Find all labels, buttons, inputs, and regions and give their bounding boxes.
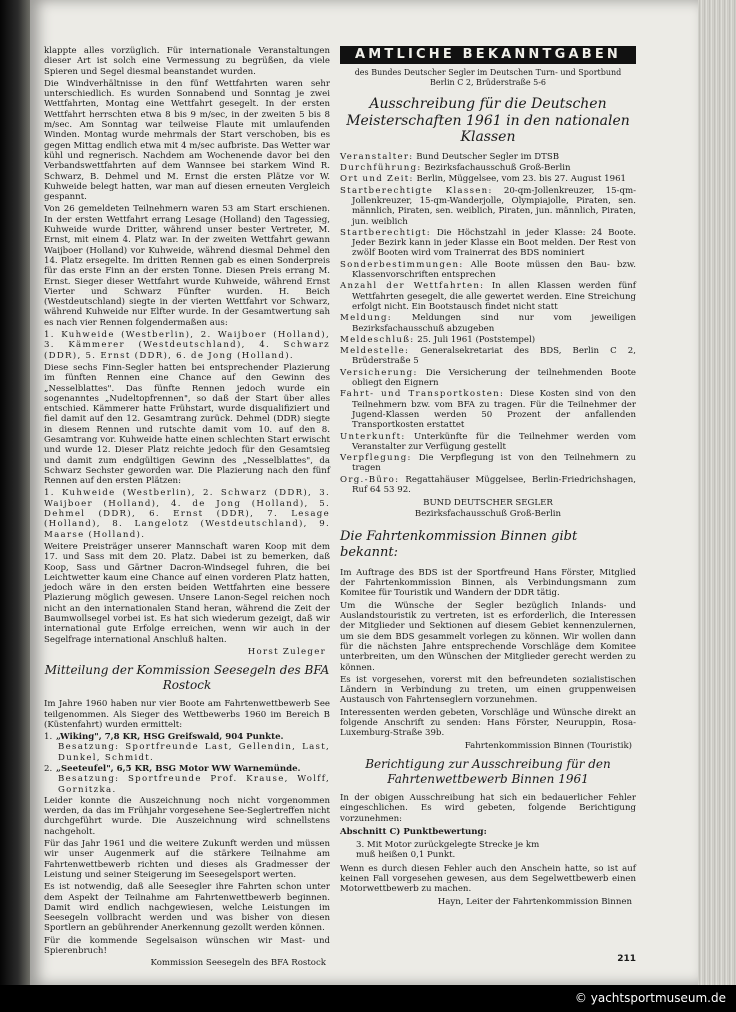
entry-key: Meldung: bbox=[340, 313, 393, 324]
list-item bbox=[340, 313, 636, 334]
final-ranking: 1. Kuhweide (Westberlin), 2. Schwarz (DDR), 3. Waijboer (Holland), 4. de Jong (Holland), 5. Dehmel (DDR), 6. Ernst (DDR), 7. Lesage (Holland), 8. Langelotz (Westdeutschland), 9. Maarse (Holland). bbox=[44, 488, 330, 540]
list-item bbox=[340, 260, 636, 281]
entry-key: Durchführung: bbox=[340, 163, 422, 174]
entry-value: Berlin, Müggelsee, vom 23. bis 27. August 1961 bbox=[416, 174, 626, 185]
commission-signature: Kommission Seesegeln des BFA Rostock bbox=[150, 958, 326, 969]
banner-subtitle-line: Berlin C 2, Brüderstraße 5-6 bbox=[429, 78, 547, 88]
paragraph: Es ist vorgesehen, vorerst mit den befreundeten sozialistischen Ländern in Verbindung zu treten, um einen gruppenweisen Austausch von Fahrtenseglern vorzunehmen. bbox=[340, 674, 636, 706]
list-number: 2. bbox=[44, 764, 53, 774]
list-item bbox=[340, 389, 636, 430]
entry-value: Die Versicherung der teilnehmenden Boote obliegt den Eignern bbox=[352, 367, 637, 389]
watermark: © yachtsportmuseum.de bbox=[574, 991, 726, 1005]
boat-crew: Besatzung: Sportfreunde Prof. Krause, Wolff, Gornitzka. bbox=[58, 774, 330, 795]
paragraph: Im Jahre 1960 haben nur vier Boote am Fahrtenwettbewerb See teilgenommen. Als Sieger des Wettbewerbs 1960 im Bereich B (Küstenfahrt) wurden ermittelt: bbox=[44, 699, 330, 730]
list-item bbox=[340, 163, 636, 173]
section-heading-berichtigung: Berichtigung zur Ausschreibung für den Fahrtenwettbewerb Binnen 1961 bbox=[365, 756, 611, 786]
list-item bbox=[340, 281, 636, 312]
entry-key: Verpflegung: bbox=[340, 453, 412, 464]
list-item bbox=[340, 335, 636, 345]
correction-line: muß heißen 0,1 Punkt. bbox=[356, 850, 456, 861]
federation-signature-sub: Bezirksfachausschuß Groß-Berlin bbox=[414, 508, 562, 519]
entry-key: Ort und Zeit: bbox=[340, 174, 414, 185]
entry-key: Startberechtigt: bbox=[340, 227, 432, 238]
section-heading-ausschreibung: Ausschreibung für die Deutschen Meisterschaften 1961 in den nationalen Klassen bbox=[346, 96, 630, 146]
section-heading-seesegeln: Mitteilung der Kommission Seesegeln des BFA Rostock bbox=[44, 663, 330, 693]
list-item bbox=[340, 152, 636, 162]
list-item bbox=[340, 186, 636, 227]
left-column bbox=[44, 46, 330, 975]
paragraph: Diese sechs Finn-Segler hatten bei entsprechender Plazierung im fünften Rennen eine Chance auf den Gewinn des „Nesselblattes". Das fünfte Rennen jedoch wurde ein sogenanntes „Nudeltopfrennen", so daß der Start über alles entschied. Kämmerer hatte Frühstart, wurde disqualifiziert und fiel damit auf den 12. Gesamtrang zurück. Dehmel (DDR) siegte in diesem Rennen und rutschte damit vom 10. auf den 8. Gesamtrang vor. Kuhweide hatte einen schlechten Start erwischt und wurde 12. Dieser Platz reichte jedoch für den Gesamtsieg und damit zum endgültigen Gewinn des „Nesselblattes", da Schwarz Sechster geworden war. Die Plazierung nach den fünf Rennen auf den ersten Plätzen: bbox=[44, 362, 330, 487]
entry-value: In allen Klassen werden fünf Wettfahrten gesegelt, die alle gewertet werden. Eine Streichung erfolgt nicht. Ein Bootstausch findet nicht statt bbox=[352, 281, 636, 312]
author-signature: Horst Zuleger bbox=[247, 646, 326, 657]
page-number: 211 bbox=[617, 954, 636, 964]
section-banner: AMTLICHE BEKANNTGABEN bbox=[340, 46, 636, 64]
entry-value: Alle Boote müssen den Bau- bzw. Klassenvorschriften entsprechen bbox=[352, 259, 637, 281]
entry-key: Sonderbestimmungen: bbox=[340, 259, 464, 270]
list-item bbox=[340, 228, 636, 259]
page-edges bbox=[698, 0, 736, 985]
list-number: 1. bbox=[44, 732, 53, 743]
paragraph: Interessenten werden gebeten, Vorschläge und Wünsche direkt an folgende Anschrift zu senden: Hans Förster, Neuruppin, Rosa-Luxemburg-Straße 39b. bbox=[340, 707, 636, 739]
paragraph: klappte alles vorzüglich. Für internationale Veranstaltungen dieser Art ist solch eine Vermessung zu begrüßen, da viele Spieren und Segel diesmal beanstandet wurden. bbox=[44, 46, 330, 77]
correction-subhead: Abschnitt C) Punktbewertung: bbox=[340, 826, 487, 837]
author-signature: Hayn, Leiter der Fahrtenkommission Binnen bbox=[437, 896, 632, 907]
paragraph: Wenn es durch diesen Fehler auch den Anschein hatte, so ist auf keinen Fall vorgesehen gewesen, aus dem Segelwettbewerb einen Motorwettbewerb zu machen. bbox=[340, 863, 636, 895]
entry-value: Generalsekretariat des BDS, Berlin C 2, Brüderstraße 5 bbox=[352, 346, 636, 367]
entry-key: Fahrt- und Transportkosten: bbox=[340, 389, 505, 400]
paragraph: In der obigen Ausschreibung hat sich ein bedauerlicher Fehler eingeschlichen. Es wird gebeten, folgende Berichtigung vorzunehmen: bbox=[340, 792, 636, 824]
boat-entry: „Seeteufel", 6,5 KR, BSG Motor WW Warnemünde. bbox=[56, 764, 301, 774]
list-item bbox=[340, 453, 636, 474]
paragraph: Im Auftrage des BDS ist der Sportfreund Hans Förster, Mitglied der Fahrtenkommission Binnen, als Verbindungsmann zum Komitee für Touristik und Wandern der DDR tätig. bbox=[340, 567, 636, 599]
entry-value: Die Höchstzahl in jeder Klasse: 24 Boote. Jeder Bezirk kann in jeder Klasse ein Boot melden. Der Rest von zwölf Booten wird vom Trainerrat des BDS nominiert bbox=[352, 227, 636, 259]
entry-key: Org.-Büro: bbox=[340, 474, 400, 485]
paragraph: Leider konnte die Auszeichnung noch nicht vorgenommen werden, da das im Frühjahr vorgesehene See-Seglertreffen nicht durchgeführt wurde. Die Auszeichnung wird schnellstens nachgeholt. bbox=[44, 795, 330, 837]
entry-value: 20-qm-Jollenkreuzer, 15-qm-Jollenkreuzer, 15-qm-Wanderjolle, Olympiajolle, Piraten, sen. männlich, Piraten, sen. weiblich, Piraten, jun. männlich, Piraten, jun. weiblich bbox=[352, 185, 637, 227]
paragraph: Für die kommende Segelsaison wünschen wir Mast- und Spierenbruch! bbox=[44, 935, 330, 957]
entry-key: Startberechtigte Klassen: bbox=[340, 185, 493, 196]
paragraph: Weitere Preisträger unserer Mannschaft waren Koop mit dem 17. und Sass mit dem 20. Platz. Dabei ist zu bemerken, daß Koop, Sass und Gärtner Dacron-Windsegel fuhren, die bei Leichtwetter kaum eine Chance auf einen vorderen Platz hatten, jedoch wäre in den ersten beiden Wettfahrten eine bessere Plazierung möglich gewesen. Unsere Lanon-Segel reichen noch nicht an den internationalen Stand heran, während die Zeit der Baumwollsegel vorbei ist. Es hat sich wiederum gezeigt, daß wir international gute Erfolge erreichen, wenn wir auch in der Segelfrage international Anschluß halten. bbox=[44, 541, 330, 645]
ranking-after-four-races: 1. Kuhweide (Westberlin), 2. Waijboer (Holland), 3. Kämmerer (Westdeutschland), 4. Schwarz (DDR), 5. Ernst (DDR), 6. de Jong (Holland). bbox=[44, 330, 330, 361]
list-item bbox=[340, 368, 636, 389]
section-heading-fahrtenkommission: Die Fahrtenkommission Binnen gibt bekannt: bbox=[340, 528, 578, 561]
entry-key: Versicherung: bbox=[340, 367, 418, 378]
entry-key: Anzahl der Wettfahrten: bbox=[340, 281, 485, 292]
banner-subtitle bbox=[340, 68, 636, 88]
federation-signature: BUND DEUTSCHER SEGLER bbox=[423, 498, 553, 509]
entry-key: Meldestelle: bbox=[340, 346, 410, 357]
correction-line: 3. Mit Motor zurückgelegte Strecke je km bbox=[356, 840, 540, 851]
paragraph: Von 26 gemeldeten Teilnehmern waren 53 am Start erschienen. In der ersten Wettfahrt errang Lesage (Holland) den Tagessieg, Kuhweide wurde Dritter, während unser bester Vertreter, M. Ernst, mit einem 4. Platz war. In der zweiten Wettfahrt gewann Waijboer (Holland) vor Kuhweide, während diesmal Dehmel den 14. Platz ersegelte. Im dritten Rennen gab es einen Sonderpreis für das erste Finn an der ersten Tonne. Diesen Preis errang M. Ernst. Sieger dieser Wettfahrt wurde Kuhweide, während Ernst Vierter und Schwarz Fünfter wurden. H. Beich (Westdeutschland) siegte in der vierten Wettfahrt vor Schwarz, während Kuhweide nur Elfter wurde. In der Gesamtwertung sah es nach vier Rennen folgendermaßen aus: bbox=[44, 204, 330, 328]
entry-value: Unterkünfte für die Teilnehmer werden vom Veranstalter zur Verfügung gestellt bbox=[352, 431, 636, 452]
entry-value: 25. Juli 1961 (Poststempel) bbox=[417, 334, 536, 345]
list-item bbox=[340, 432, 636, 453]
entry-key: Veranstalter: bbox=[340, 151, 414, 162]
boat-entry: „Wiking", 7,8 KR, HSG Greifswald, 904 Punkte. bbox=[56, 732, 284, 743]
entry-value: Bezirksfachausschuß Groß-Berlin bbox=[424, 163, 571, 174]
banner-subtitle-line: des Bundes Deutscher Segler im Deutschen Turn- und Sportbund bbox=[354, 68, 622, 78]
paragraph: Die Windverhältnisse in den fünf Wettfahrten waren sehr unterschiedlich. Es wurden Sonnabend und Sonntag je zwei Wettfahrten, Montag eine Wettfahrt gesegelt. In der ersten Wettfahrt herrschten etwa 8 bis 9 m/sec, in der zweiten 5 bis 8 m/sec. Am Sonntag war teilweise Flaute mit umlaufenden Winden. Montag wurde mehrmals der Start verschoben, bis es gegen Mittag endlich etwa mit 4 m/sec aufbriste. Das Wetter war kühl und regnerisch. Nachdem am Wochenende davor bei den Verbandswettfahrten auf dem Wannsee bei starkem Wind R. Schwarz, B. Dehmel und M. Ernst die ersten Plätze vor W. Kuhweide belegt hatten, war man auf diesen erneuten Vergleich gespannt. bbox=[44, 78, 330, 203]
entry-value: Meldungen sind nur vom jeweiligen Bezirksfachausschuß abzugeben bbox=[352, 313, 636, 334]
right-column bbox=[340, 46, 636, 913]
list-item bbox=[340, 174, 636, 184]
list-item bbox=[340, 475, 636, 496]
list-item bbox=[44, 764, 330, 795]
boat-crew: Besatzung: Sportfreunde Last, Gellendin, Last, Dunkel, Schmidt. bbox=[58, 742, 330, 763]
entry-value: Bund Deutscher Segler im DTSB bbox=[416, 151, 560, 162]
commission-signature: Fahrtenkommission Binnen (Touristik) bbox=[464, 740, 632, 751]
list-item bbox=[340, 346, 636, 367]
entry-key: Meldeschluß: bbox=[340, 334, 415, 345]
book-spine bbox=[0, 0, 30, 1012]
entry-value: Die Verpflegung ist von den Teilnehmern zu tragen bbox=[352, 453, 636, 474]
entry-value: Regattahäuser Müggelsee, Berlin-Friedrichshagen, Ruf 64 53 92. bbox=[352, 474, 637, 495]
list-item bbox=[44, 732, 330, 763]
paragraph: Um die Wünsche der Segler bezüglich Inlands- und Auslandstouristik zu vertreten, ist es erforderlich, die Interessen der Mitglieder und Sektionen auf diesem Gebiet kennenzulernen, um sie dem BDS gesammelt vorlegen zu können. Wir wollen dann für die nächsten Jahre entsprechende Vorschläge dem Komitee unterbreiten, um den Wünschen der Mitglieder gerecht werden zu können. bbox=[340, 600, 636, 673]
paragraph: Es ist notwendig, daß alle Seesegler ihre Fahrten schon unter dem Aspekt der Teilnahme am Fahrtenwettbewerb beginnen. Damit wird endlich nachgewiesen, welche Leistungen im Seesegeln vollbracht werden und was bisher von diesen Sportlern an gebührender Anerkennung gezollt werden können. bbox=[44, 882, 330, 934]
entry-key: Unterkunft: bbox=[340, 431, 406, 442]
entry-value: Diese Kosten sind von den Teilnehmern bzw. vom BFA zu tragen. Für die Teilnehmer der Jugend-Klassen werden 50 Prozent der anfallenden Transportkosten erstattet bbox=[352, 389, 637, 431]
paragraph: Für das Jahr 1961 und die weitere Zukunft werden und müssen wir unser Augenmerk auf die stärkere Teilnahme am Fahrtenwettbewerb richten und dieses als Gradmesser der Leistung und seiner Steigerung im Seesegelsport werten. bbox=[44, 839, 330, 880]
